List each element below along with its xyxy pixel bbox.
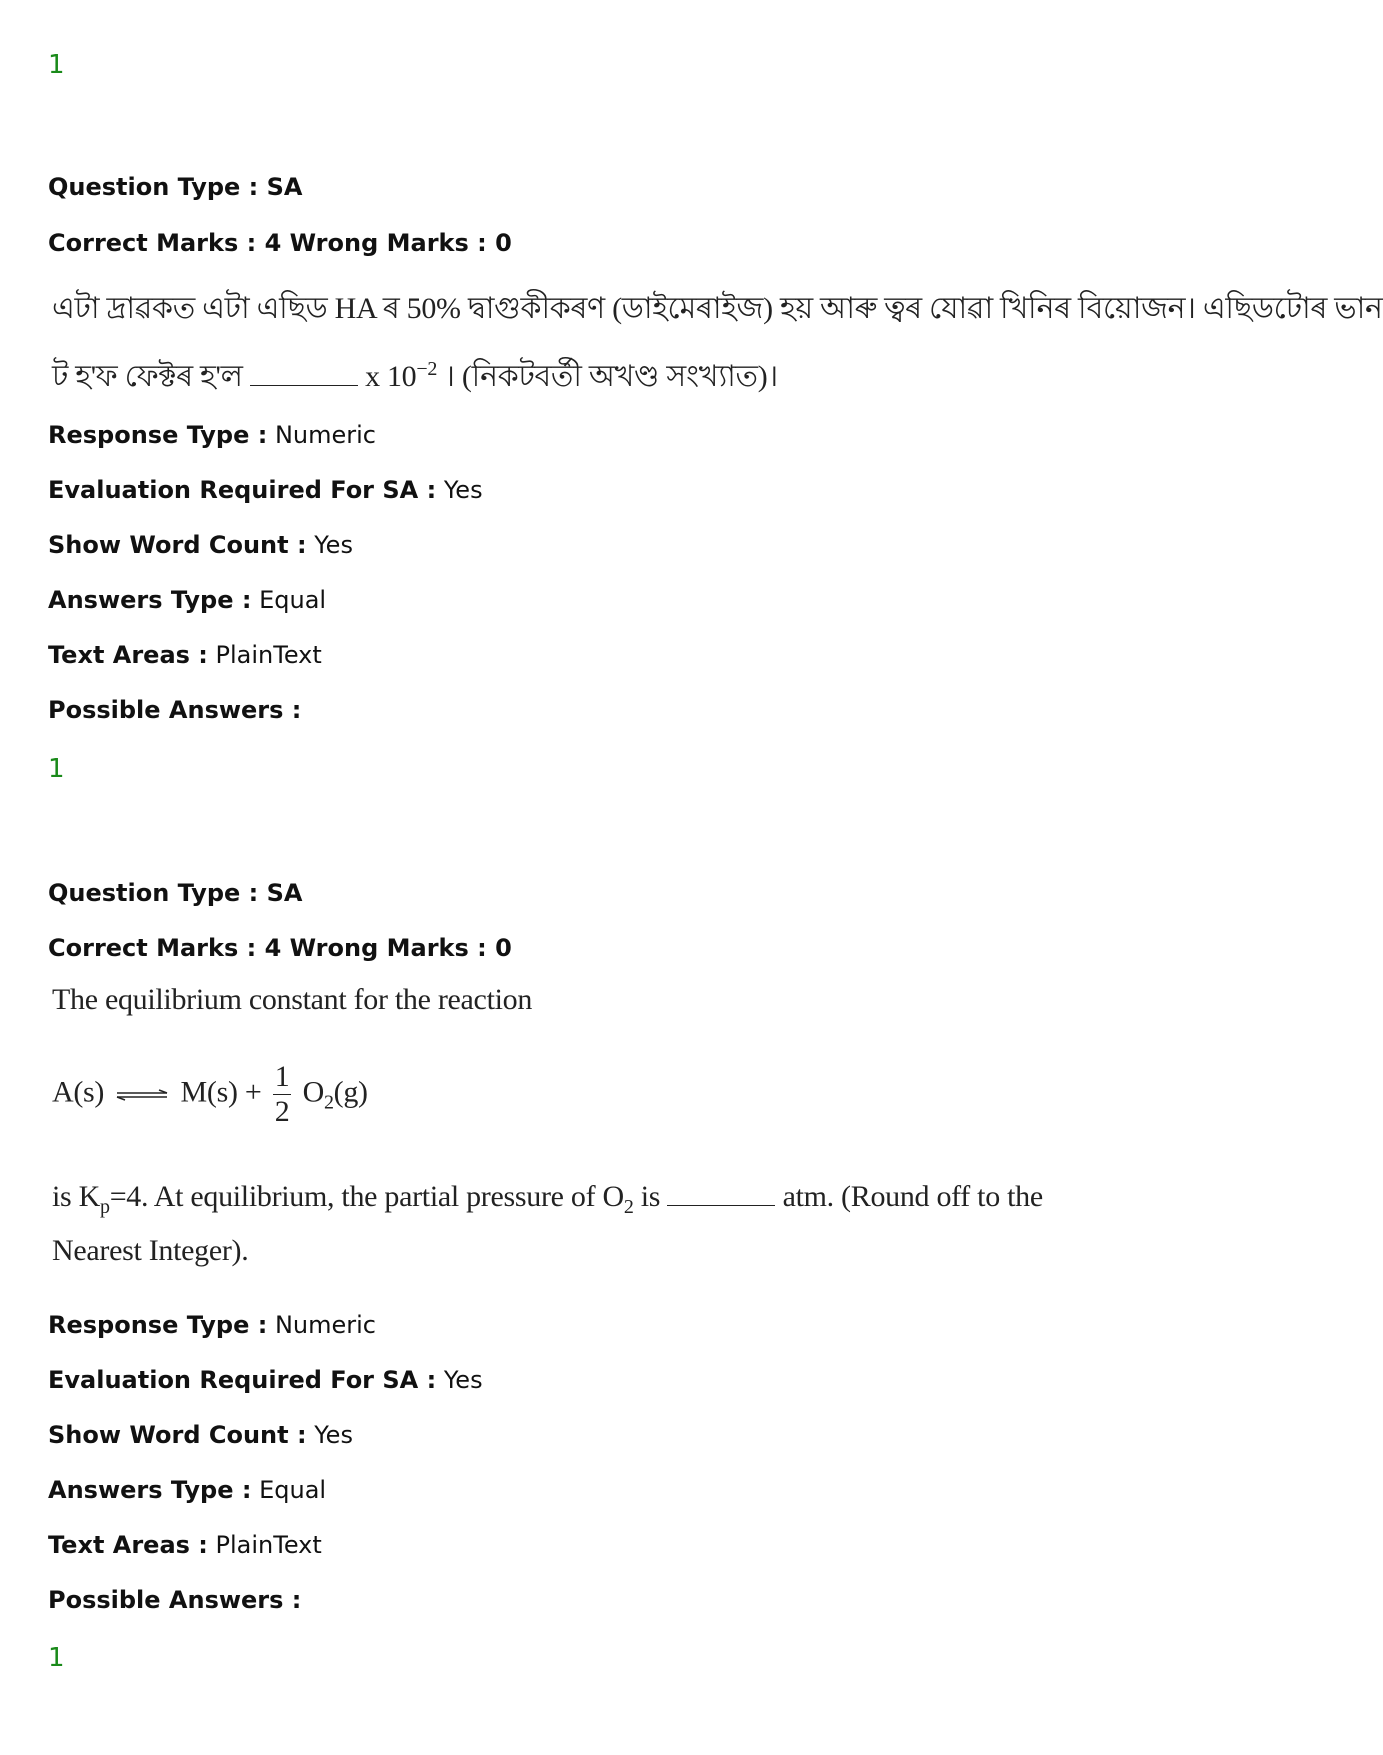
q2-answers-type-label: Answers Type : <box>48 1476 252 1504</box>
q1-possible-answer: 1 <box>48 754 65 784</box>
q2-word-count <box>48 1420 353 1450</box>
q1-question-type <box>48 172 302 202</box>
q1-answers-type-value: Equal <box>259 586 327 614</box>
q1-evaluation-label: Evaluation Required For SA : <box>48 476 437 504</box>
q1-marks: Correct Marks : 4 Wrong Marks : 0 <box>48 229 512 257</box>
q2-response-type-label: Response Type : <box>48 1311 268 1339</box>
q2-question-type-label: Question Type : <box>48 879 259 907</box>
q2-fraction <box>273 1060 292 1129</box>
q1-evaluation-value: Yes <box>443 476 483 504</box>
q1-text-areas-value: PlainText <box>215 641 322 669</box>
q2-eq-g: (g) <box>333 1075 368 1109</box>
q1-response-type <box>48 420 376 450</box>
q2-equation <box>52 1060 368 1129</box>
q1-response-type-value: Numeric <box>274 421 376 449</box>
q1-exponent: −2 <box>416 358 438 380</box>
q2-marks: Correct Marks : 4 Wrong Marks : 0 <box>48 934 512 962</box>
q2-body-post: atm. (Round off to the <box>782 1180 1043 1213</box>
q2-answers-type <box>48 1475 326 1505</box>
q2-evaluation-label: Evaluation Required For SA : <box>48 1366 437 1394</box>
q2-o-sub: 2 <box>623 1196 634 1218</box>
q2-frac-denominator: 2 <box>274 1095 290 1128</box>
q1-word-count-value: Yes <box>314 531 353 559</box>
q1-word-count <box>48 530 353 560</box>
q2-intro: The equilibrium constant for the reaction <box>52 983 533 1016</box>
q1-text-line2-post: । (নিকটবর্তী অখণ্ড সংখ্যাত)। <box>444 360 778 393</box>
q2-body-line2: Nearest Integer). <box>52 1234 249 1267</box>
q2-answers-type-value: Equal <box>259 1476 327 1504</box>
q1-answer-blank <box>250 361 358 386</box>
q2-kp-sub: p <box>99 1196 110 1218</box>
q2-eq-left: A(s) <box>52 1075 105 1109</box>
q1-answers-type <box>48 585 326 615</box>
q1-word-count-label: Show Word Count : <box>48 531 307 559</box>
q2-frac-numerator: 1 <box>274 1060 290 1093</box>
q2-possible-answers-label: Possible Answers : <box>48 1586 302 1614</box>
q1-response-type-label: Response Type : <box>48 421 268 449</box>
q2-evaluation <box>48 1365 483 1395</box>
previous-possible-answer: 1 <box>48 50 65 80</box>
q2-evaluation-value: Yes <box>443 1366 483 1394</box>
q2-response-type-value: Numeric <box>274 1311 376 1339</box>
q1-text-line2 <box>52 352 778 403</box>
q1-text-line1: এটা দ্রাৱকত এটা এছিড HA ৰ 50% দ্বাগুকীকৰণ (ডাইমেৰাইজ) হয় আৰু ত্বৰ যোৱা খিনিৰ বিয়োজন। এছিডটোৰ ভান <box>52 292 1383 325</box>
q1-question-type-value: SA <box>266 173 303 201</box>
q2-text-areas-value: PlainText <box>215 1531 322 1559</box>
q1-possible-answers-label: Possible Answers : <box>48 696 302 724</box>
q2-eq-mid: M(s) + <box>180 1075 262 1109</box>
q2-possible-answer: 1 <box>48 1643 65 1673</box>
q1-evaluation <box>48 475 483 505</box>
q2-question-type <box>48 878 302 908</box>
q2-response-type <box>48 1310 376 1340</box>
q2-body-line1 <box>52 1180 1043 1219</box>
q2-body-mid: =4. At equilibrium, the partial pressure of O <box>109 1180 624 1213</box>
q1-text-areas <box>48 640 322 670</box>
q2-eq-o: O <box>302 1075 324 1109</box>
equilibrium-arrow-icon <box>115 1090 169 1100</box>
q1-times-ten: x 10 <box>365 360 417 393</box>
q2-text-areas <box>48 1530 322 1560</box>
q2-eq-o-sub: 2 <box>323 1091 334 1114</box>
q1-question-type-label: Question Type : <box>48 173 259 201</box>
q1-text-line2-pre: ট হ'ফ ফেক্টৰ হ'ল <box>52 360 243 393</box>
q2-answer-blank <box>667 1181 775 1206</box>
q1-answers-type-label: Answers Type : <box>48 586 252 614</box>
q2-question-type-value: SA <box>266 879 303 907</box>
q2-word-count-label: Show Word Count : <box>48 1421 307 1449</box>
q1-text-areas-label: Text Areas : <box>48 641 208 669</box>
q2-word-count-value: Yes <box>314 1421 353 1449</box>
q2-body-is: is <box>640 1180 661 1213</box>
q2-text-areas-label: Text Areas : <box>48 1531 208 1559</box>
q2-body-pre: is K <box>52 1180 100 1213</box>
